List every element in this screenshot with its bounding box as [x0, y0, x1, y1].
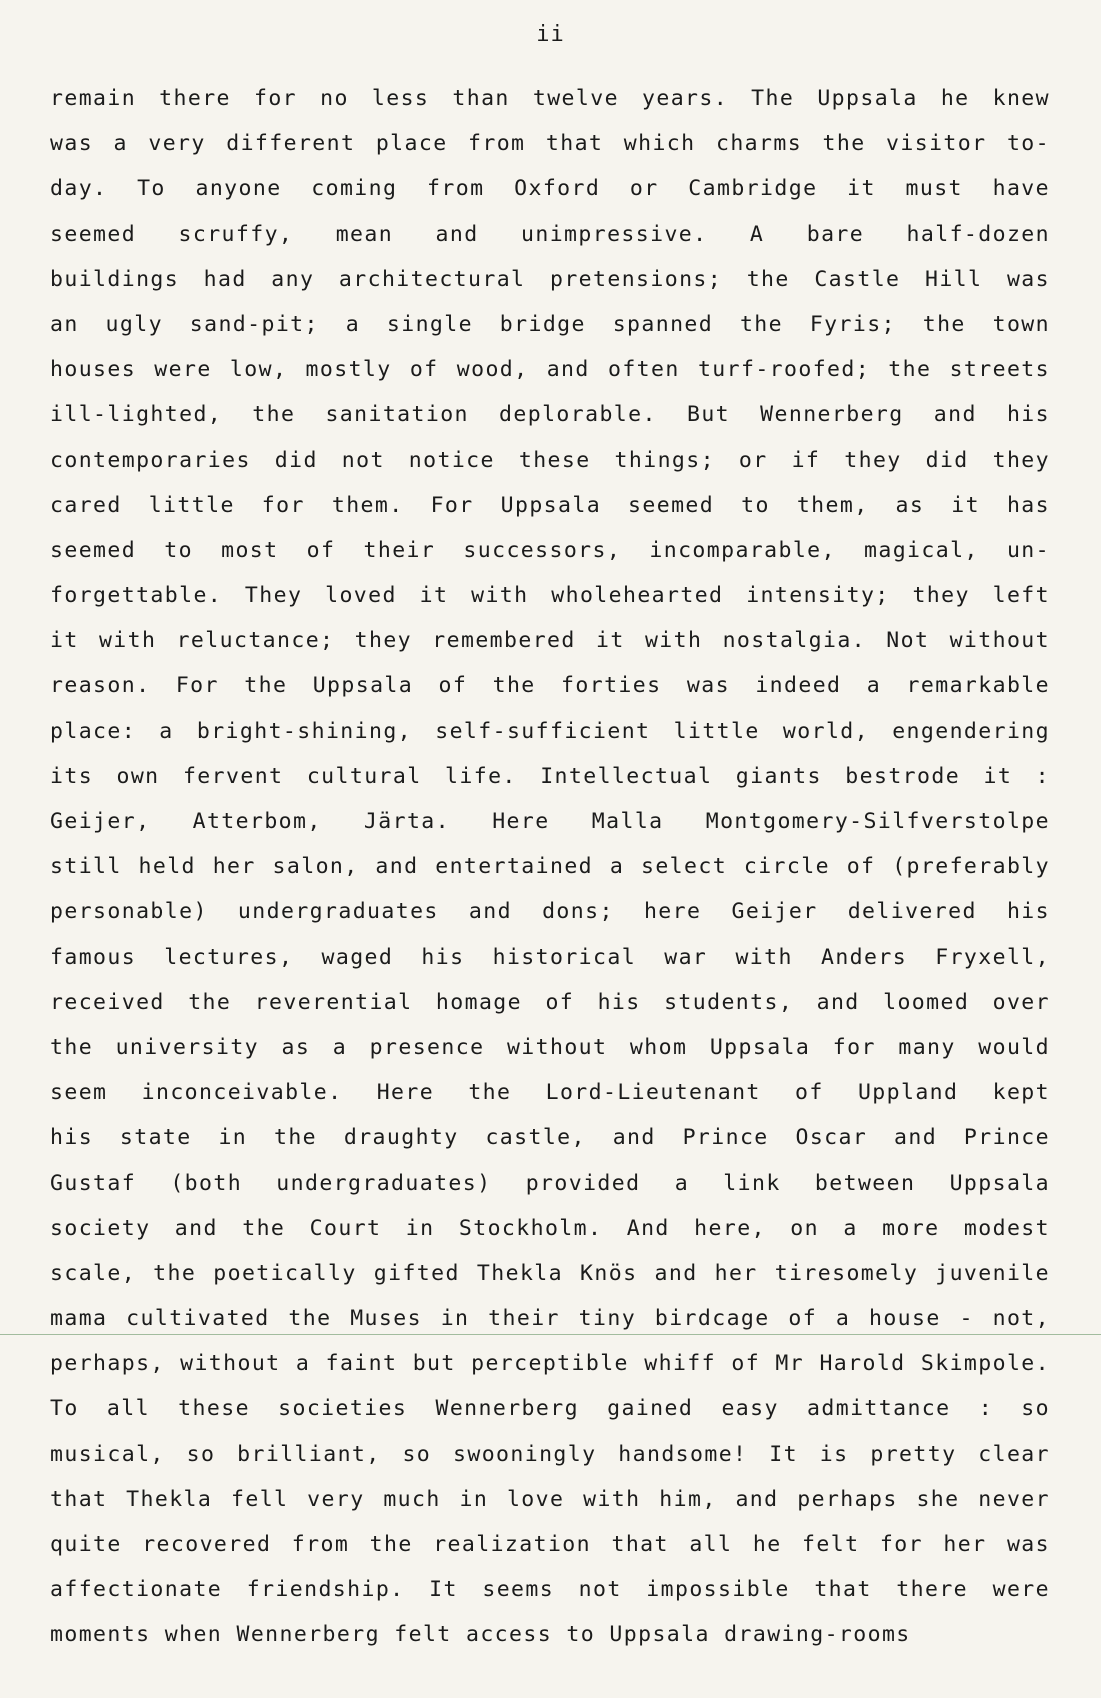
text-line: musical, so brilliant, so swooningly handsome! It is pretty clear [50, 1441, 1050, 1467]
text-line: Geijer, Atterbom, Järta. Here Malla Montgomery-Silfverstolpe [50, 809, 1050, 834]
text-line: reason. For the Uppsala of the forties was indeed a remarkable [50, 673, 1050, 699]
text-line: famous lectures, waged his historical war with Anders Fryxell, [50, 944, 1050, 970]
text-line: still held her salon, and entertained a select circle of (preferably [50, 854, 1050, 880]
text-line: personable) undergraduates and dons; here Geijer delivered his [50, 899, 1050, 925]
pen-underline-mark [0, 1334, 1101, 1335]
text-line: it with reluctance; they remembered it with nostalgia. Not without [50, 628, 1050, 654]
text-line: seemed to most of their successors, incomparable, magical, un- [50, 537, 1050, 563]
text-line: perhaps, without a faint but perceptible whiff of Mr Harold Skimpole. [50, 1351, 1050, 1377]
text-line: Gustaf (both undergraduates) provided a link between Uppsala [50, 1170, 1050, 1196]
text-line: mama cultivated the Muses in their tiny birdcage of a house - not, [50, 1306, 1050, 1332]
text-line: affectionate friendship. It seems not impossible that there were [50, 1577, 1050, 1603]
text-line: contemporaries did not notice these things; or if they did they [50, 447, 1050, 473]
text-line: an ugly sand-pit; a single bridge spanned the Fyris; the town [50, 311, 1050, 337]
text-line: its own fervent cultural life. Intellectual giants bestrode it : [50, 763, 1050, 789]
text-line: ill-lighted, the sanitation deplorable. But Wennerberg and his [50, 402, 1050, 428]
text-line: his state in the draughty castle, and Prince Oscar and Prince [50, 1125, 1050, 1151]
text-line: forgettable. They loved it with wholehearted intensity; they left [50, 583, 1050, 609]
text-line: houses were low, mostly of wood, and often turf-roofed; the streets [50, 357, 1050, 383]
text-line: place: a bright-shining, self-sufficient little world, engendering [50, 718, 1050, 744]
text-line: cared little for them. For Uppsala seemed to them, as it has [50, 492, 1050, 518]
text-line: received the reverential homage of his students, and loomed over [50, 989, 1050, 1015]
text-line: quite recovered from the realization that all he felt for her was [50, 1532, 1050, 1557]
text-line: moments when Wennerberg felt access to Uppsala drawing-rooms [50, 1622, 911, 1648]
text-line: society and the Court in Stockholm. And here, on a more modest [50, 1215, 1050, 1241]
page-number: ii [536, 22, 565, 47]
text-line: the university as a presence without whom Uppsala for many would [50, 1034, 1050, 1060]
text-line: seemed scruffy, mean and unimpressive. A bare half-dozen [50, 221, 1050, 247]
text-line: To all these societies Wennerberg gained easy admittance : so [50, 1396, 1050, 1422]
body-text [50, 76, 1050, 1658]
text-line: buildings had any architectural pretensions; the Castle Hill was [50, 266, 1050, 292]
text-line: day. To anyone coming from Oxford or Cambridge it must have [50, 176, 1050, 202]
text-line: seem inconceivable. Here the Lord-Lieutenant of Uppland kept [50, 1080, 1050, 1106]
text-line: that Thekla fell very much in love with him, and perhaps she never [50, 1486, 1050, 1512]
text-line: remain there for no less than twelve years. The Uppsala he knew [50, 86, 1050, 111]
text-line: scale, the poetically gifted Thekla Knös and her tiresomely juvenile [50, 1260, 1050, 1286]
text-line: was a very different place from that which charms the visitor to- [50, 131, 1050, 157]
